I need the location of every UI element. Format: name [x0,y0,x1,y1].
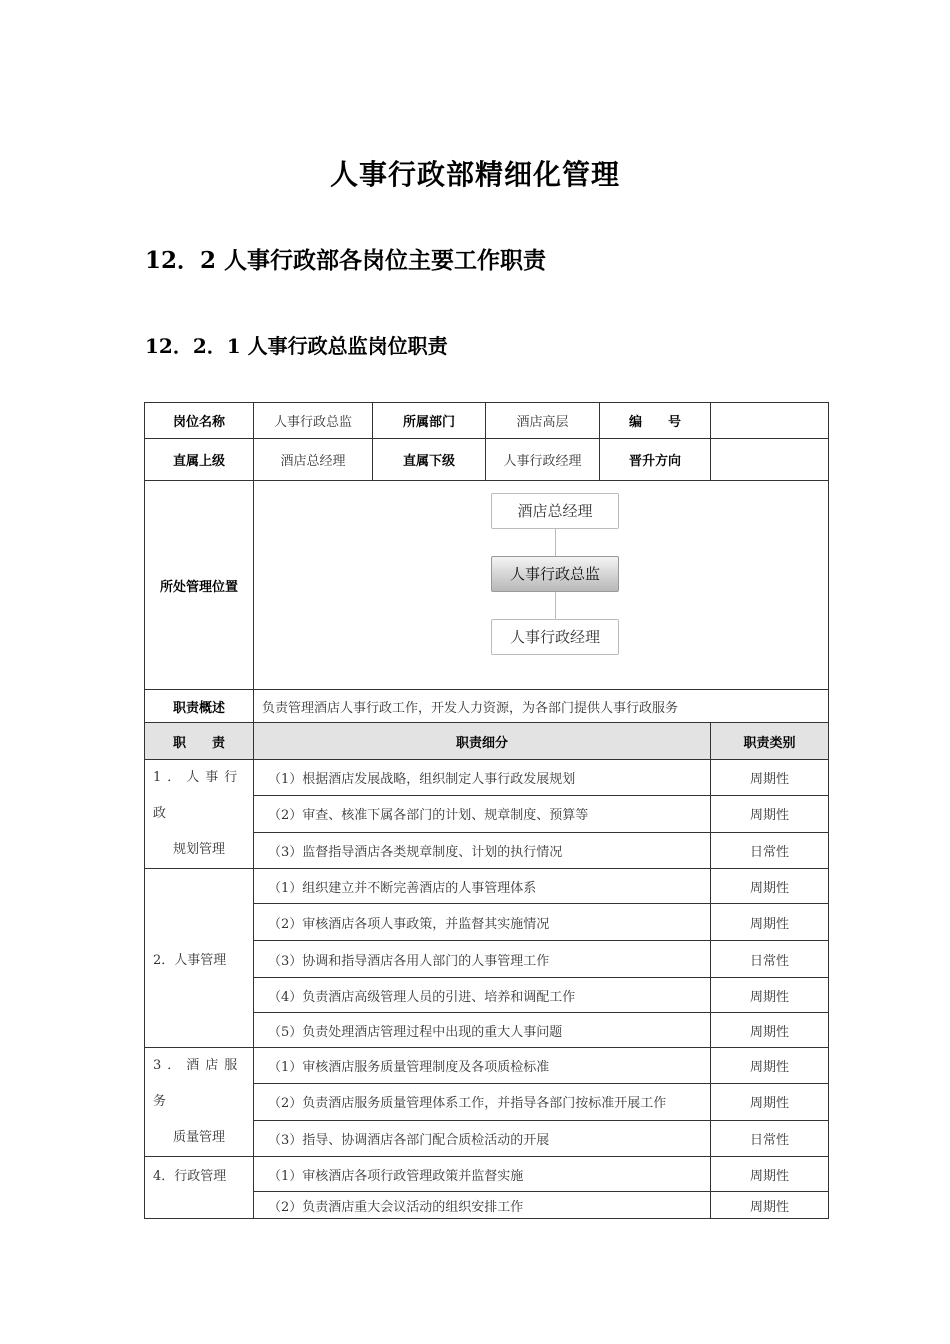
superior-value: 酒店总经理 [254,439,373,481]
duty-group-name-line2: 规划管理 [172,842,225,857]
duty-detail: （1）审核酒店服务质量管理制度及各项质检标准 [254,1048,711,1084]
document-title: 人事行政部精细化管理 [329,158,620,191]
summary-label: 职责概述 [145,690,254,723]
duty-category: 周期性 [711,760,829,796]
duty-category: 周期性 [711,1048,829,1084]
duty-group-name-line1: 1．人事行政 [153,770,244,821]
position-name-label: 岗位名称 [145,403,254,439]
duties-header-row [145,723,829,760]
duty-detail: （2）负责酒店服务质量管理体系工作，并指导各部门按标准开展工作 [254,1084,711,1120]
duty-detail: （1）组织建立并不断完善酒店的人事管理体系 [254,869,711,904]
duty-category: 周期性 [711,1013,829,1048]
org-node-hr-manager: 人事行政经理 [491,619,619,655]
duty-detail: （3）协调和指导酒店各用人部门的人事管理工作 [254,941,711,978]
duty-category: 周期性 [711,796,829,832]
responsibility-table [144,402,829,1219]
org-node-general-manager: 酒店总经理 [491,493,619,529]
department-value: 酒店高层 [486,403,600,439]
org-chart-cell [254,481,829,690]
duty-category: 周期性 [711,978,829,1013]
duty-group-name-line2: 质量管理 [172,1130,225,1145]
duty-category: 周期性 [711,1157,829,1192]
duty-category: 周期性 [711,1084,829,1120]
table-row [145,869,829,904]
subordinate-value: 人事行政经理 [486,439,600,481]
promotion-value [711,439,829,481]
summary-row [145,690,829,723]
department-label: 所属部门 [373,403,486,439]
table-row [145,1157,829,1192]
duty-detail: （4）负责酒店高级管理人员的引进、培养和调配工作 [254,978,711,1013]
duty-category: 周期性 [711,869,829,904]
subordinate-label: 直属下级 [373,439,486,481]
info-row-2 [145,439,829,481]
category-header: 职责类别 [711,723,829,760]
superior-label: 直属上级 [145,439,254,481]
duty-detail: （1）审核酒店各项行政管理政策并监督实施 [254,1157,711,1192]
duty-group-2 [145,869,254,1048]
duty-detail: （2）审核酒店各项人事政策，并监督其实施情况 [254,904,711,941]
table-row [145,1048,829,1084]
duty-detail: （3）指导、协调酒店各部门配合质检活动的开展 [254,1120,711,1156]
info-row-1 [145,403,829,439]
position-name-value: 人事行政总监 [254,403,373,439]
number-label: 编 号 [600,403,711,439]
duty-header: 职 责 [145,723,254,760]
promotion-label: 晋升方向 [600,439,711,481]
org-chart [254,482,828,688]
duty-group-name-line1: 4．行政管理 [153,1169,227,1184]
org-node-hr-director: 人事行政总监 [491,556,619,592]
table-row [145,760,829,796]
duty-category: 周期性 [711,1192,829,1219]
summary-text: 负责管理酒店人事行政工作，开发人力资源，为各部门提供人事行政服务 [254,690,829,723]
duty-category: 日常性 [711,941,829,978]
section-heading: 12．2 人事行政部各岗位主要工作职责 [145,247,547,274]
duty-detail: （1）根据酒店发展战略，组织制定人事行政发展规划 [254,760,711,796]
subsection-heading: 12．2．1 人事行政总监岗位职责 [145,334,448,358]
duty-group-name-line1: 3．酒店服务 [153,1058,244,1109]
duty-group-3 [145,1048,254,1157]
duty-group-1 [145,760,254,869]
org-connector-bottom [555,592,556,619]
duty-detail: （2）负责酒店重大会议活动的组织安排工作 [254,1192,711,1219]
duty-group-4 [145,1157,254,1219]
detail-header: 职责细分 [254,723,711,760]
duty-detail: （5）负责处理酒店管理过程中出现的重大人事问题 [254,1013,711,1048]
duty-detail: （3）监督指导酒店各类规章制度、计划的执行情况 [254,832,711,868]
duty-category: 日常性 [711,1120,829,1156]
duty-category: 日常性 [711,832,829,868]
duty-group-name-line1: 2．人事管理 [153,952,227,968]
org-connector-top [555,529,556,556]
management-position-row [145,481,829,690]
management-position-label: 所处管理位置 [145,481,254,690]
duty-category: 周期性 [711,904,829,941]
duty-detail: （2）审查、核准下属各部门的计划、规章制度、预算等 [254,796,711,832]
number-value [711,403,829,439]
